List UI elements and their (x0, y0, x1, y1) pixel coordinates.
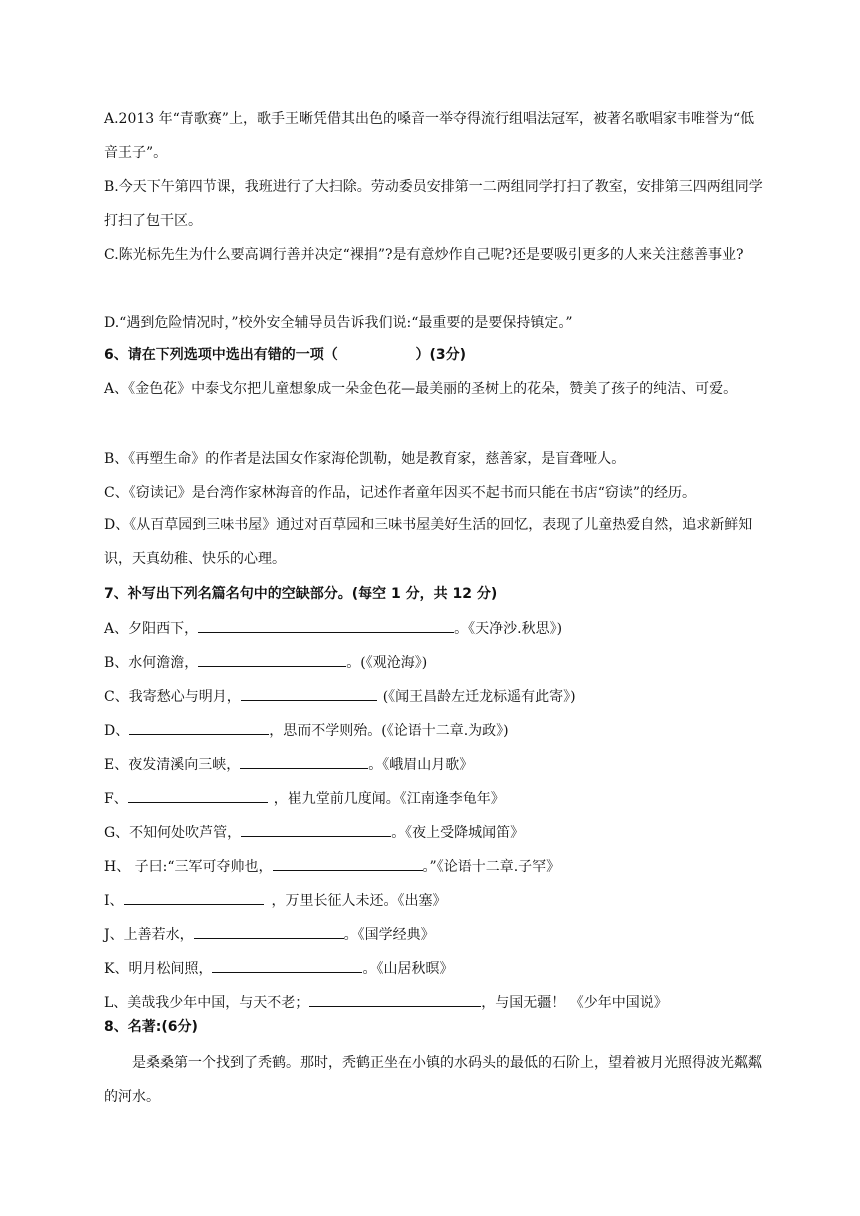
q7-item-j-prefix: J、上善若水， (104, 927, 194, 943)
q7-item-c (104, 686, 576, 707)
q7-item-a-prefix: A、夕阳西下， (104, 621, 199, 637)
q7-item-k-prefix: K、明月松间照， (104, 961, 213, 977)
q7-item-i-suffix: ，万里长征人未还。《出塞》 (271, 893, 447, 909)
q7-blank-f[interactable] (128, 788, 268, 803)
q7-item-e-suffix: 。《峨眉山月歌》 (368, 757, 474, 773)
q7-item-c-suffix: (《闻王昌龄左迁龙标遥有此寄》) (382, 689, 576, 705)
q7-blank-c[interactable] (241, 686, 377, 701)
q8-passage: 是桑桑第一个找到了秃鹤。那时，秃鹤正坐在小镇的水码头的最低的石阶上，望着被月光照得波光粼粼的河水。 (104, 1055, 762, 1105)
q6-answer-blank[interactable] (343, 345, 411, 359)
q7-item-l (104, 992, 668, 1013)
q7-item-a-suffix: 。《天净沙.秋思》) (454, 621, 563, 637)
q7-item-h-prefix: H、 子曰:“三军可夺帅也， (104, 859, 273, 875)
q6-option-a: A、《金色花》中泰戈尔把儿童想象成一朵金色花—最美丽的圣树上的花朵，赞美了孩子的纯洁、可爱。 (104, 381, 738, 397)
q7-blank-i[interactable] (124, 890, 264, 905)
q7-blank-e[interactable] (240, 754, 368, 769)
q7-item-f-prefix: F、 (104, 791, 128, 807)
q7-item-k (104, 958, 453, 979)
q7-item-d (104, 720, 509, 741)
q7-stem: 7、补写出下列名篇名句中的空缺部分。(每空 1 分，共 12 分) (104, 586, 498, 602)
q6-stem-before: 6、请在下列选项中选出有错的一项（ (104, 347, 338, 363)
q7-item-l-prefix: L、美哉我少年中国，与天不老； (104, 995, 310, 1011)
q5-option-c: C.陈光标先生为什么要高调行善并决定“裸捐”?是有意炒作自己呢?还是要吸引更多的人来关注慈善事业? (104, 247, 744, 263)
q7-item-d-prefix: D、 (104, 723, 130, 739)
q7-item-i (104, 890, 447, 911)
q7-blank-k[interactable] (212, 958, 362, 973)
q7-item-f (104, 788, 505, 809)
q7-item-b-prefix: B、水何澹澹， (104, 655, 199, 671)
q6-option-d: D、《从百草园到三味书屋》通过对百草园和三味书屋美好生活的回忆，表现了儿童热爱自然，追求新鲜知识，天真幼稚、快乐的心理。 (104, 517, 753, 567)
q7-item-b (104, 652, 427, 673)
q7-item-k-suffix: 。《山居秋暝》 (362, 961, 454, 977)
q6-option-b: B、《再塑生命》的作者是法国女作家海伦凯勒，她是教育家，慈善家，是盲聋哑人。 (104, 451, 626, 467)
q7-item-l-suffix: ，与国无疆！ 《少年中国说》 (481, 995, 668, 1011)
q7-item-b-suffix: 。(《观沧海》) (346, 655, 428, 671)
q6-stem-after: ）(3分) (415, 347, 467, 363)
q7-item-h (104, 856, 560, 877)
q7-blank-g[interactable] (241, 822, 391, 837)
q7-blank-a[interactable] (198, 618, 454, 633)
q7-item-a (104, 618, 562, 639)
q7-blank-l[interactable] (309, 992, 481, 1007)
q5-option-a: A.2013 年“青歌赛”上，歌手王晰凭借其出色的嗓音一举夺得流行组唱法冠军，被著名歌唱家韦唯誉为“低音王子”。 (104, 111, 755, 161)
q8-stem: 8、名著:(6分) (104, 1019, 198, 1035)
q7-item-f-suffix: ，崔九堂前几度闻。《江南逢李龟年》 (273, 791, 505, 807)
q7-item-g-suffix: 。《夜上受降城闻笛》 (391, 825, 525, 841)
q7-blank-d[interactable] (129, 720, 269, 735)
q7-item-h-suffix: 。”《论语十二章.子罕》 (422, 859, 561, 875)
q7-item-i-prefix: I、 (104, 893, 124, 909)
q6-stem (104, 345, 466, 365)
q7-item-j (104, 924, 435, 945)
q7-item-j-suffix: 。《国学经典》 (343, 927, 435, 943)
q6-option-c: C、《窃读记》是台湾作家林海音的作品，记述作者童年因买不起书而只能在书店“窃读”的经历。 (104, 485, 697, 501)
q7-blank-j[interactable] (194, 924, 344, 939)
q7-item-g (104, 822, 524, 843)
q7-item-g-prefix: G、不知何处吹芦管， (104, 825, 242, 841)
q7-blank-b[interactable] (198, 652, 346, 667)
q5-option-d: D.“遇到危险情况时，”校外安全辅导员告诉我们说:“最重要的是要保持镇定。” (104, 315, 573, 331)
q7-item-c-prefix: C、我寄愁心与明月， (104, 689, 241, 705)
q7-item-e-prefix: E、夜发清溪向三峡， (104, 757, 241, 773)
q7-item-d-suffix: ，思而不学则殆。(《论语十二章.为政》) (269, 723, 509, 739)
q5-option-b: B.今天下午第四节课，我班进行了大扫除。劳动委员安排第一二两组同学打扫了教室，安排第三四两组同学打扫了包干区。 (104, 179, 763, 229)
q7-item-e (104, 754, 473, 775)
q7-blank-h[interactable] (273, 856, 423, 871)
